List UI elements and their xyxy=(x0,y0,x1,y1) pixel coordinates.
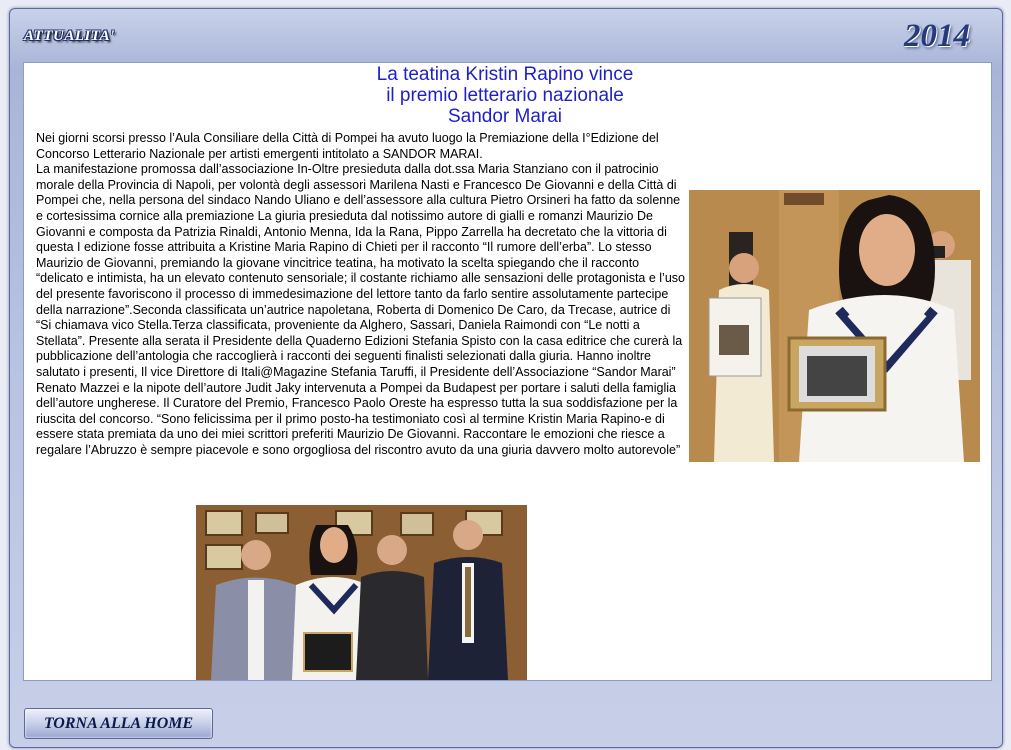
article-title-line: Sandor Marai xyxy=(447,106,563,127)
section-logo: ATTUALITA' xyxy=(24,28,115,44)
winner-photo xyxy=(689,190,980,462)
year-label: 2014 xyxy=(904,18,970,54)
winner-photo-illustration xyxy=(689,190,980,462)
home-button[interactable]: TORNA ALLA HOME xyxy=(24,708,213,739)
group-photo xyxy=(196,505,527,680)
article-paragraph: Nei giorni scorsi presso l’Aula Consiliare della Città di Pompei ha avuto luogo la Premiazione della I°Edizione del Concorso Letterario Nazionale per artisti emergenti intitolato a SANDOR MARAI. xyxy=(36,131,659,161)
article-title-line: La teatina Kristin Rapino vince xyxy=(376,64,634,85)
article-body xyxy=(36,131,687,458)
article-title xyxy=(330,64,680,127)
group-photo-illustration xyxy=(196,505,527,680)
article-title-line: il premio letterario nazionale xyxy=(386,85,624,106)
article-paragraph: La manifestazione promossa dall’associazione In-Oltre presieduta dalla dot.ssa Maria Stanziano con il patrocinio morale della Provincia di Napoli, per volontà degli assessori Marilena Nasti e Francesco De Giovanni e della Città di Pompei che, nella persona del sindaco Nando Uliano e dell’assessore alla cultura Pietro Orsineri ha fatto da solenne e cortesissima cornice alla premiazione La giuria presieduta dal notissimo autore di gialli e romanzi Maurizio De Giovanni e composta da Patrizia Rinaldi, Antonio Menna, Ida la Rana, Pippo Zarrella ha decretato che la vittoria di questa I edizione fosse attribuita a Kristine Maria Rapino di Chieti per il racconto “Il rumore dell’erba”. Lo stesso Maurizio de Giovanni, premiando la giovane vincitrice teatina, ha motivato la scelta spiegando che il racconto “delicato e intimista, ha un elevato contenuto sensoriale; il costante richiamo alle sensazioni delle protagonista e l’uso del presente favoriscono il processo di immedesimazione del lettore tanto da farlo sentire assolutamente partecipe della narrazione”.Seconda classificata un’autrice napoletana, Roberta di Domenico De Caro, da Trecase, autrice di “Si chiamava vico Stella.Terza classificata, proveniente da Alghero, Sassari, Daniela Raimondi con “Le notti a Stellata”. Presente alla serata il Presidente della Quaderno Edizioni Stefania Spisto con la casa editrice che curerà la pubblicazione dell’antologia che raccoglierà i racconti dei seguenti finalisti selezionati dalla giuria. Hanno inoltre salutato i presenti, Il vice Direttore di Itali@Magazine Stefania Taruffi, il Presidente dell’Associazione “Sandor Marai” Renato Mazzei e la nipote dell’autore Judit Jaky intervenuta a Pompei da Budapest per portare i saluti della famiglia dell’autore ungherese. Il Curatore del Premio, Francesco Paolo Oreste ha espresso tutta la sua soddisfazione per la riuscita del concorso. “Sono felicissima per il primo posto-ha testimoniato così al termine Kristin Maria Rapino-e di essere stata premiata da uno dei miei scrittori preferiti Maurizio De Giovanni. Raccontare le emozioni che riesce a regalare l’Abruzzo è sempre piacevole e sono orgogliosa del riscontro avuto da una giuria davvero molto autorevole” xyxy=(36,162,685,457)
